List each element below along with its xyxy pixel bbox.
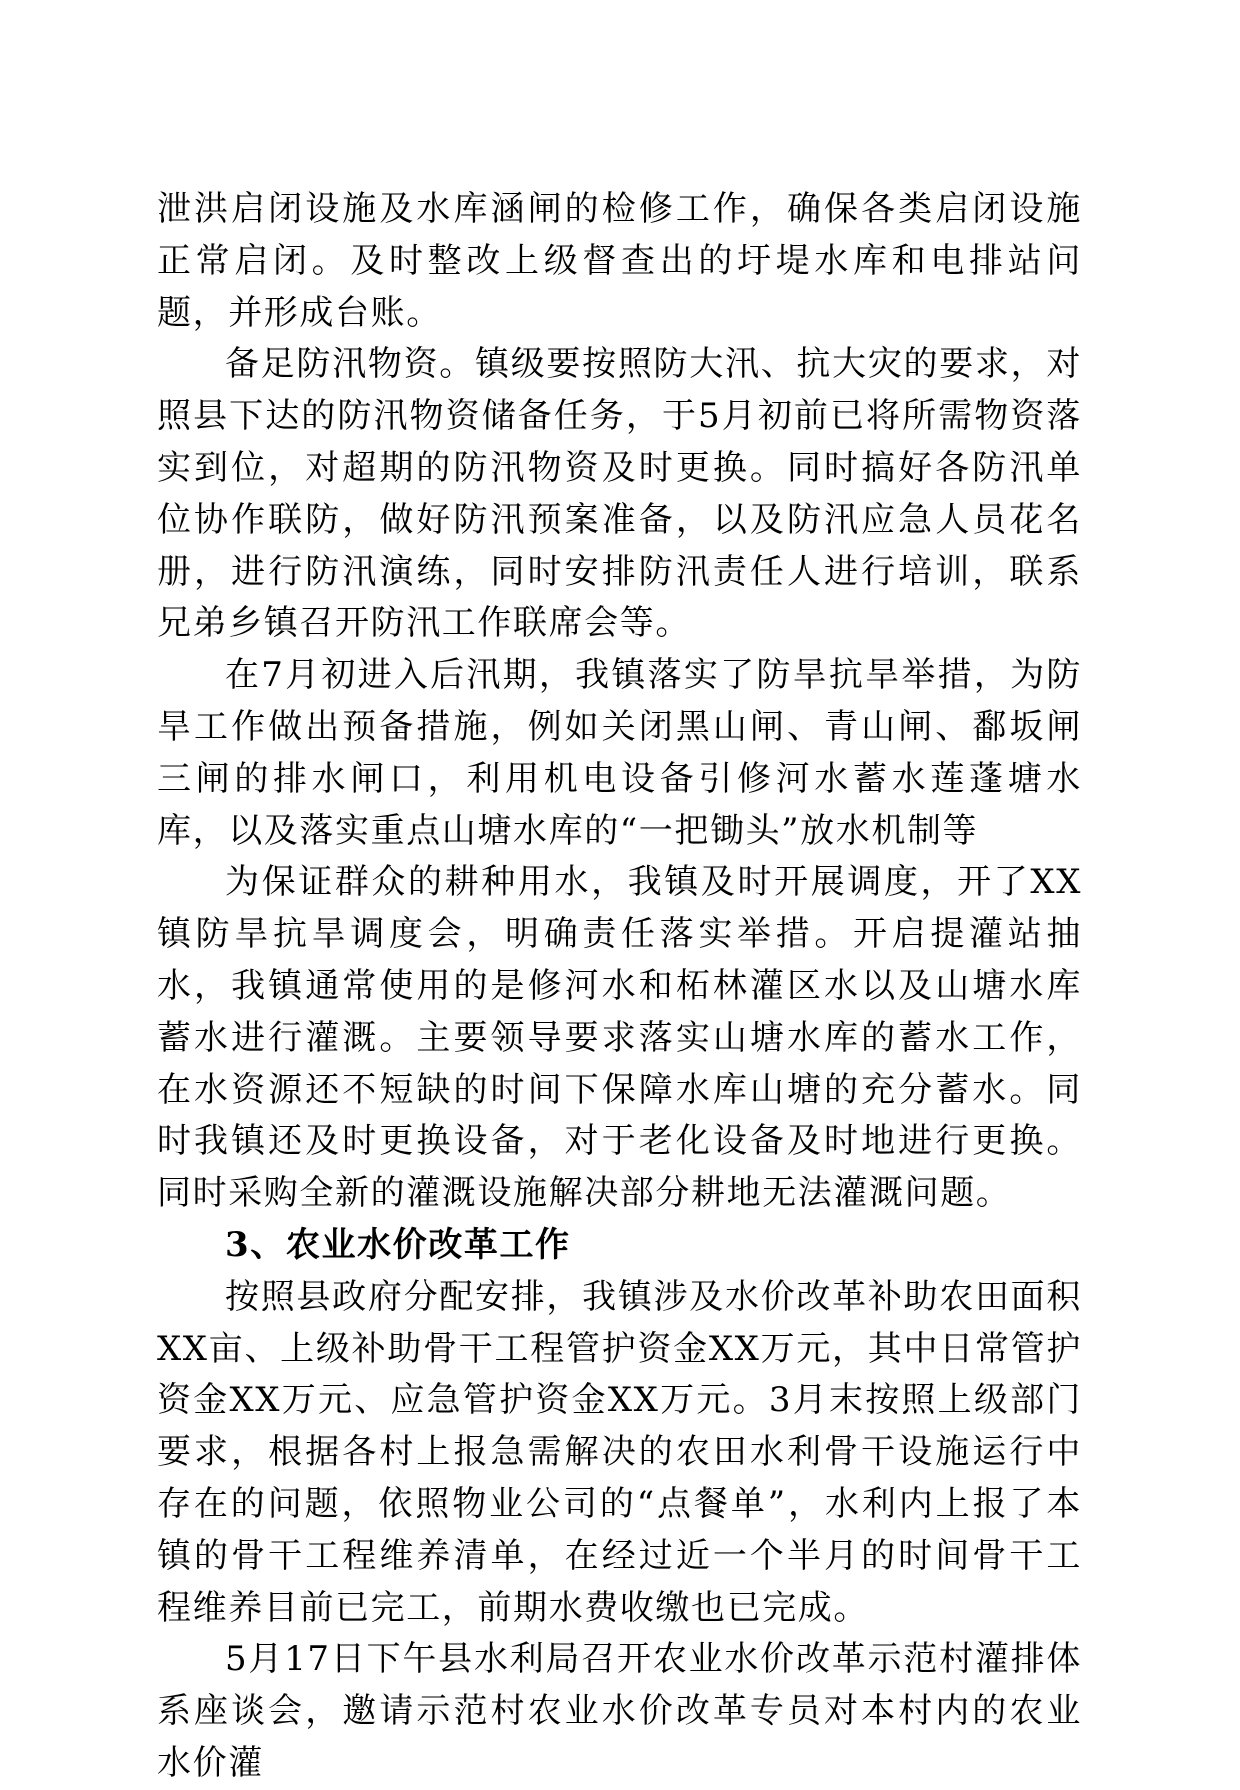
paragraph-drought-prevention: 在7月初进入后汛期，我镇落实了防旱抗旱举措，为防旱工作做出预备措施，例如关闭黑山闸、青山闸、鄱坂闸三闸的排水闸口，利用机电设备引修河水蓄水莲蓬塘水库，以及落实重点山塘水库的“一把锄头”放水机制等 [157,655,1082,851]
paragraph-continuation: 泄洪启闭设施及水库涵闸的检修工作，确保各类启闭设施正常启闭。及时整改上级督查出的圩堤水库和电排站问题，并形成台账。 [157,189,1082,333]
paragraph-flood-supplies: 备足防汛物资。镇级要按照防大汛、抗大灾的要求，对照县下达的防汛物资储备任务，于5月初前已将所需物资落实到位，对超期的防汛物资及时更换。同时搞好各防汛单位协作联防，做好防汛预案准备，以及防汛应急人员花名册，进行防汛演练，同时安排防汛责任人进行培训，联系兄弟乡镇召开防汛工作联席会等。 [157,344,1082,644]
paragraph-symposium: 5月17日下午县水利局召开农业水价改革示范村灌排体系座谈会，邀请示范村农业水价改革专员对本村内的农业水价灌 [157,1639,1082,1783]
paragraph-subsidy-allocation: 按照县政府分配安排，我镇涉及水价改革补助农田面积XX亩、上级补助骨干工程管护资金XX万元，其中日常管护资金XX万元、应急管护资金XX万元。3月末按照上级部门要求，根据各村上报急需解决的农田水利骨干设施运行中存在的问题，依照物业公司的“点餐单”，水利内上报了本镇的骨干工程维养清单，在经过近一个半月的时间骨干工程维养目前已完工，前期水费收缴也已完成。 [157,1276,1082,1628]
section-heading-water-price-reform: 3、农业水价改革工作 [225,1224,571,1265]
document-body [157,184,1082,1790]
paragraph-irrigation-scheduling: 为保证群众的耕种用水，我镇及时开展调度，开了XX镇防旱抗旱调度会，明确责任落实举措。开启提灌站抽水，我镇通常使用的是修河水和柘林灌区水以及山塘水库蓄水进行灌溉。主要领导要求落实山塘水库的蓄水工作，在水资源还不短缺的时间下保障水库山塘的充分蓄水。同时我镇还及时更换设备，对于老化设备及时地进行更换。同时采购全新的灌溉设施解决部分耕地无法灌溉问题。 [157,862,1082,1214]
